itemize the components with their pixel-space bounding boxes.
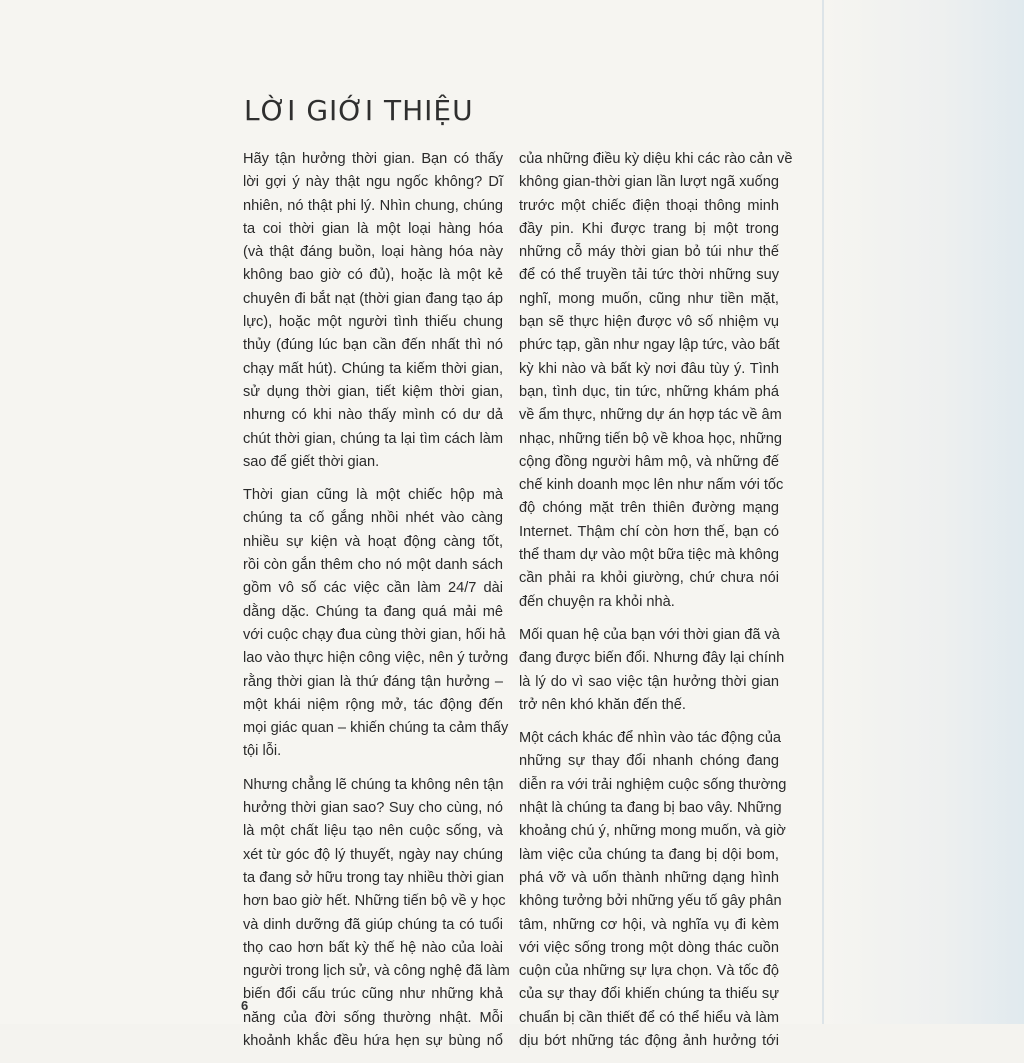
page-number: 6 [241,998,249,1013]
text-line: lời gợi ý này thật ngu ngốc không? Dĩ [243,174,503,191]
text-line: trở nên khó khăn đến thế. [519,696,686,713]
text-line: nghĩ, mong muốn, cũng như tiền mặt, [519,290,779,307]
chapter-title: LỜI GIỚI THIỆU [244,94,474,127]
text-line: Nhưng chẳng lẽ chúng ta không nên tận [243,776,504,793]
text-line: biến đổi cấu trúc cũng như những khả [243,986,503,1003]
text-line: hưởng thời gian sao? Suy cho cùng, nó [243,800,503,817]
text-line: của sự thay đổi khiến chúng ta thiếu sự [519,986,779,1003]
text-line: những sự thay đổi nhanh chóng đang [519,753,779,770]
text-line: thể tham dự vào một bữa tiệc mà không [519,547,779,564]
text-line: đến chuyện ra khỏi nhà. [519,593,675,610]
left-text-column [243,148,510,1063]
text-line: chúng ta cố gắng nhồi nhét vào càng [243,510,503,527]
text-line: của những điều kỳ diệu khi các rào cản về [519,151,793,167]
text-line: phá vỡ và uốn thành những dạng hình [519,869,779,886]
text-line: là lý do vì sao việc tận hưởng thời gian [519,673,779,690]
text-line: cuộn của những sự lựa chọn. Và tốc độ [519,963,779,980]
text-line: khoảng chú ý, những mong muốn, và giờ [519,823,786,840]
text-line: với việc sống trong một dòng thác cuồn [519,939,779,956]
text-line: chuẩn bị cần thiết để có thể hiểu và làm [519,1009,779,1026]
text-line: gồm vô số các việc cần làm 24/7 dài [243,580,503,597]
text-line: rồi còn gắn thêm cho nó một danh sách [243,557,503,574]
text-line: năng của đời sống thường nhật. Mỗi [243,1009,503,1026]
text-line: Internet. Thậm chí còn hơn thế, bạn có [519,523,779,540]
text-line: cần phải ra khỏi giường, chứ chưa nói [519,570,779,587]
text-line: nhưng có khi nào thấy mình có dư dả [243,407,503,424]
text-line: khoảnh khắc đều hứa hẹn sự bùng nổ [243,1032,503,1049]
text-line: không tưởng bởi những yếu tố gây phân [519,893,782,910]
text-line: không gian-thời gian lần lượt ngã xuống [519,174,779,191]
text-line: dịu bớt những tác động ảnh hưởng tới [519,1032,779,1049]
text-line: Mối quan hệ của bạn với thời gian đã và [519,626,780,643]
text-line: chuyên đi bắt nạt (thời gian đang tạo áp [243,290,503,307]
text-line: làm việc của chúng ta đang bị dội bom, [519,846,779,863]
text-line: những cỗ máy thời gian bỏ túi như thế [519,244,779,261]
text-line: sử dụng thời gian, tiết kiệm thời gian, [243,383,503,400]
text-line: với cuộc chạy đua cùng thời gian, hối hả [243,626,506,643]
text-line: lực), hoặc một người tình thiếu chung [243,314,503,331]
text-line: và dinh dưỡng đã giúp chúng ta có tuổi [243,916,503,933]
text-line: phức tạp, gần như ngay lập tức, vào bất [519,337,780,354]
paragraph [243,484,509,764]
text-line: Một cách khác để nhìn vào tác động của [519,730,782,747]
text-line: nhạc, những tiến bộ về khoa học, những [519,430,782,447]
text-line: là một chất liệu tạo nên cuộc sống, và [243,823,503,840]
text-line: Hãy tận hưởng thời gian. Bạn có thấy [243,151,503,167]
paragraph [243,774,510,1054]
text-line: xét từ góc độ lý thuyết, ngày nay chúng [243,846,503,863]
text-line: không bao giờ có đủ), hoặc là một kẻ [243,267,503,284]
text-line: tâm, những cơ hội, và nghĩa vụ đi kèm [519,916,779,933]
text-line: sao để giết thời gian. [243,453,380,470]
text-line: (và thật đáng buồn, loại hàng hóa này [243,244,503,261]
text-line: đang được biến đổi. Nhưng đây lại chính [519,650,785,667]
text-line: rằng thời gian là thứ đáng tận hưởng – [243,673,503,690]
text-line: thủy (đúng lúc bạn cần đến nhất thì nó [243,337,503,354]
text-line: cộng đồng người hâm mộ, và những đế [519,453,779,470]
page-edge-line [822,0,824,1024]
text-line: độ chóng mặt trên thiên đường mạng [519,500,779,517]
text-line: chút thời gian, chúng ta lại tìm cách làm [243,430,503,447]
text-line: ta coi thời gian là một loại hàng hóa [243,220,503,237]
paragraph [519,148,793,614]
text-line: nhật là chúng ta đang bị bao vây. Những [519,800,782,817]
text-line: về ẩm thực, những dự án hợp tác về âm [519,407,782,424]
text-line: chế kinh doanh mọc lên như nấm với tốc [519,477,784,494]
text-line: đầy pin. Khi được trang bị một trong [519,220,779,237]
text-line: một khái niệm rộng mở, tác động đến [243,696,503,713]
text-line: người trong lịch sử, và công nghệ đã làm [243,963,510,980]
text-line: bạn sẽ thực hiện được vô số nhiệm vụ [519,314,779,331]
text-line: diễn ra với trải nghiệm cuộc sống thường [519,776,787,793]
paragraph [243,148,503,474]
text-line: chạy mất hút). Chúng ta kiếm thời gian, [243,360,503,377]
text-line: dằng dặc. Chúng ta đang quá mải mê [243,603,503,620]
text-line: hơn bao giờ hết. Những tiến bộ về y học [243,893,506,910]
text-line: nhiều sự kiện và hoạt động càng tốt, [243,533,503,550]
text-line: tội lỗi. [243,743,282,760]
text-line: ta đang sở hữu trong tay nhiều thời gian [243,869,504,886]
text-line: nhiên, nó thật phi lý. Nhìn chung, chúng [243,197,503,214]
text-line: Thời gian cũng là một chiếc hộp mà [243,487,503,504]
right-text-column [519,148,793,1063]
text-line: để có thể truyền tải tức thời những suy [519,267,779,284]
text-line: kỳ khi nào và bất kỳ nơi đâu tùy ý. Tình [519,360,779,377]
text-line: lao vào thực hiện công việc, nên ý tưởng [243,650,509,667]
page-edge-shadow [824,0,1024,1024]
text-line: trước một chiếc điện thoại thông minh [519,197,779,214]
text-line: bạn, tình dục, tin tức, những khám phá [519,383,779,400]
paragraph [519,727,787,1053]
text-line: mọi giác quan – khiến chúng ta cảm thấy [243,720,509,737]
paragraph [519,624,785,717]
text-line: thọ cao hơn bất kỳ thế hệ nào của loài [243,939,503,956]
